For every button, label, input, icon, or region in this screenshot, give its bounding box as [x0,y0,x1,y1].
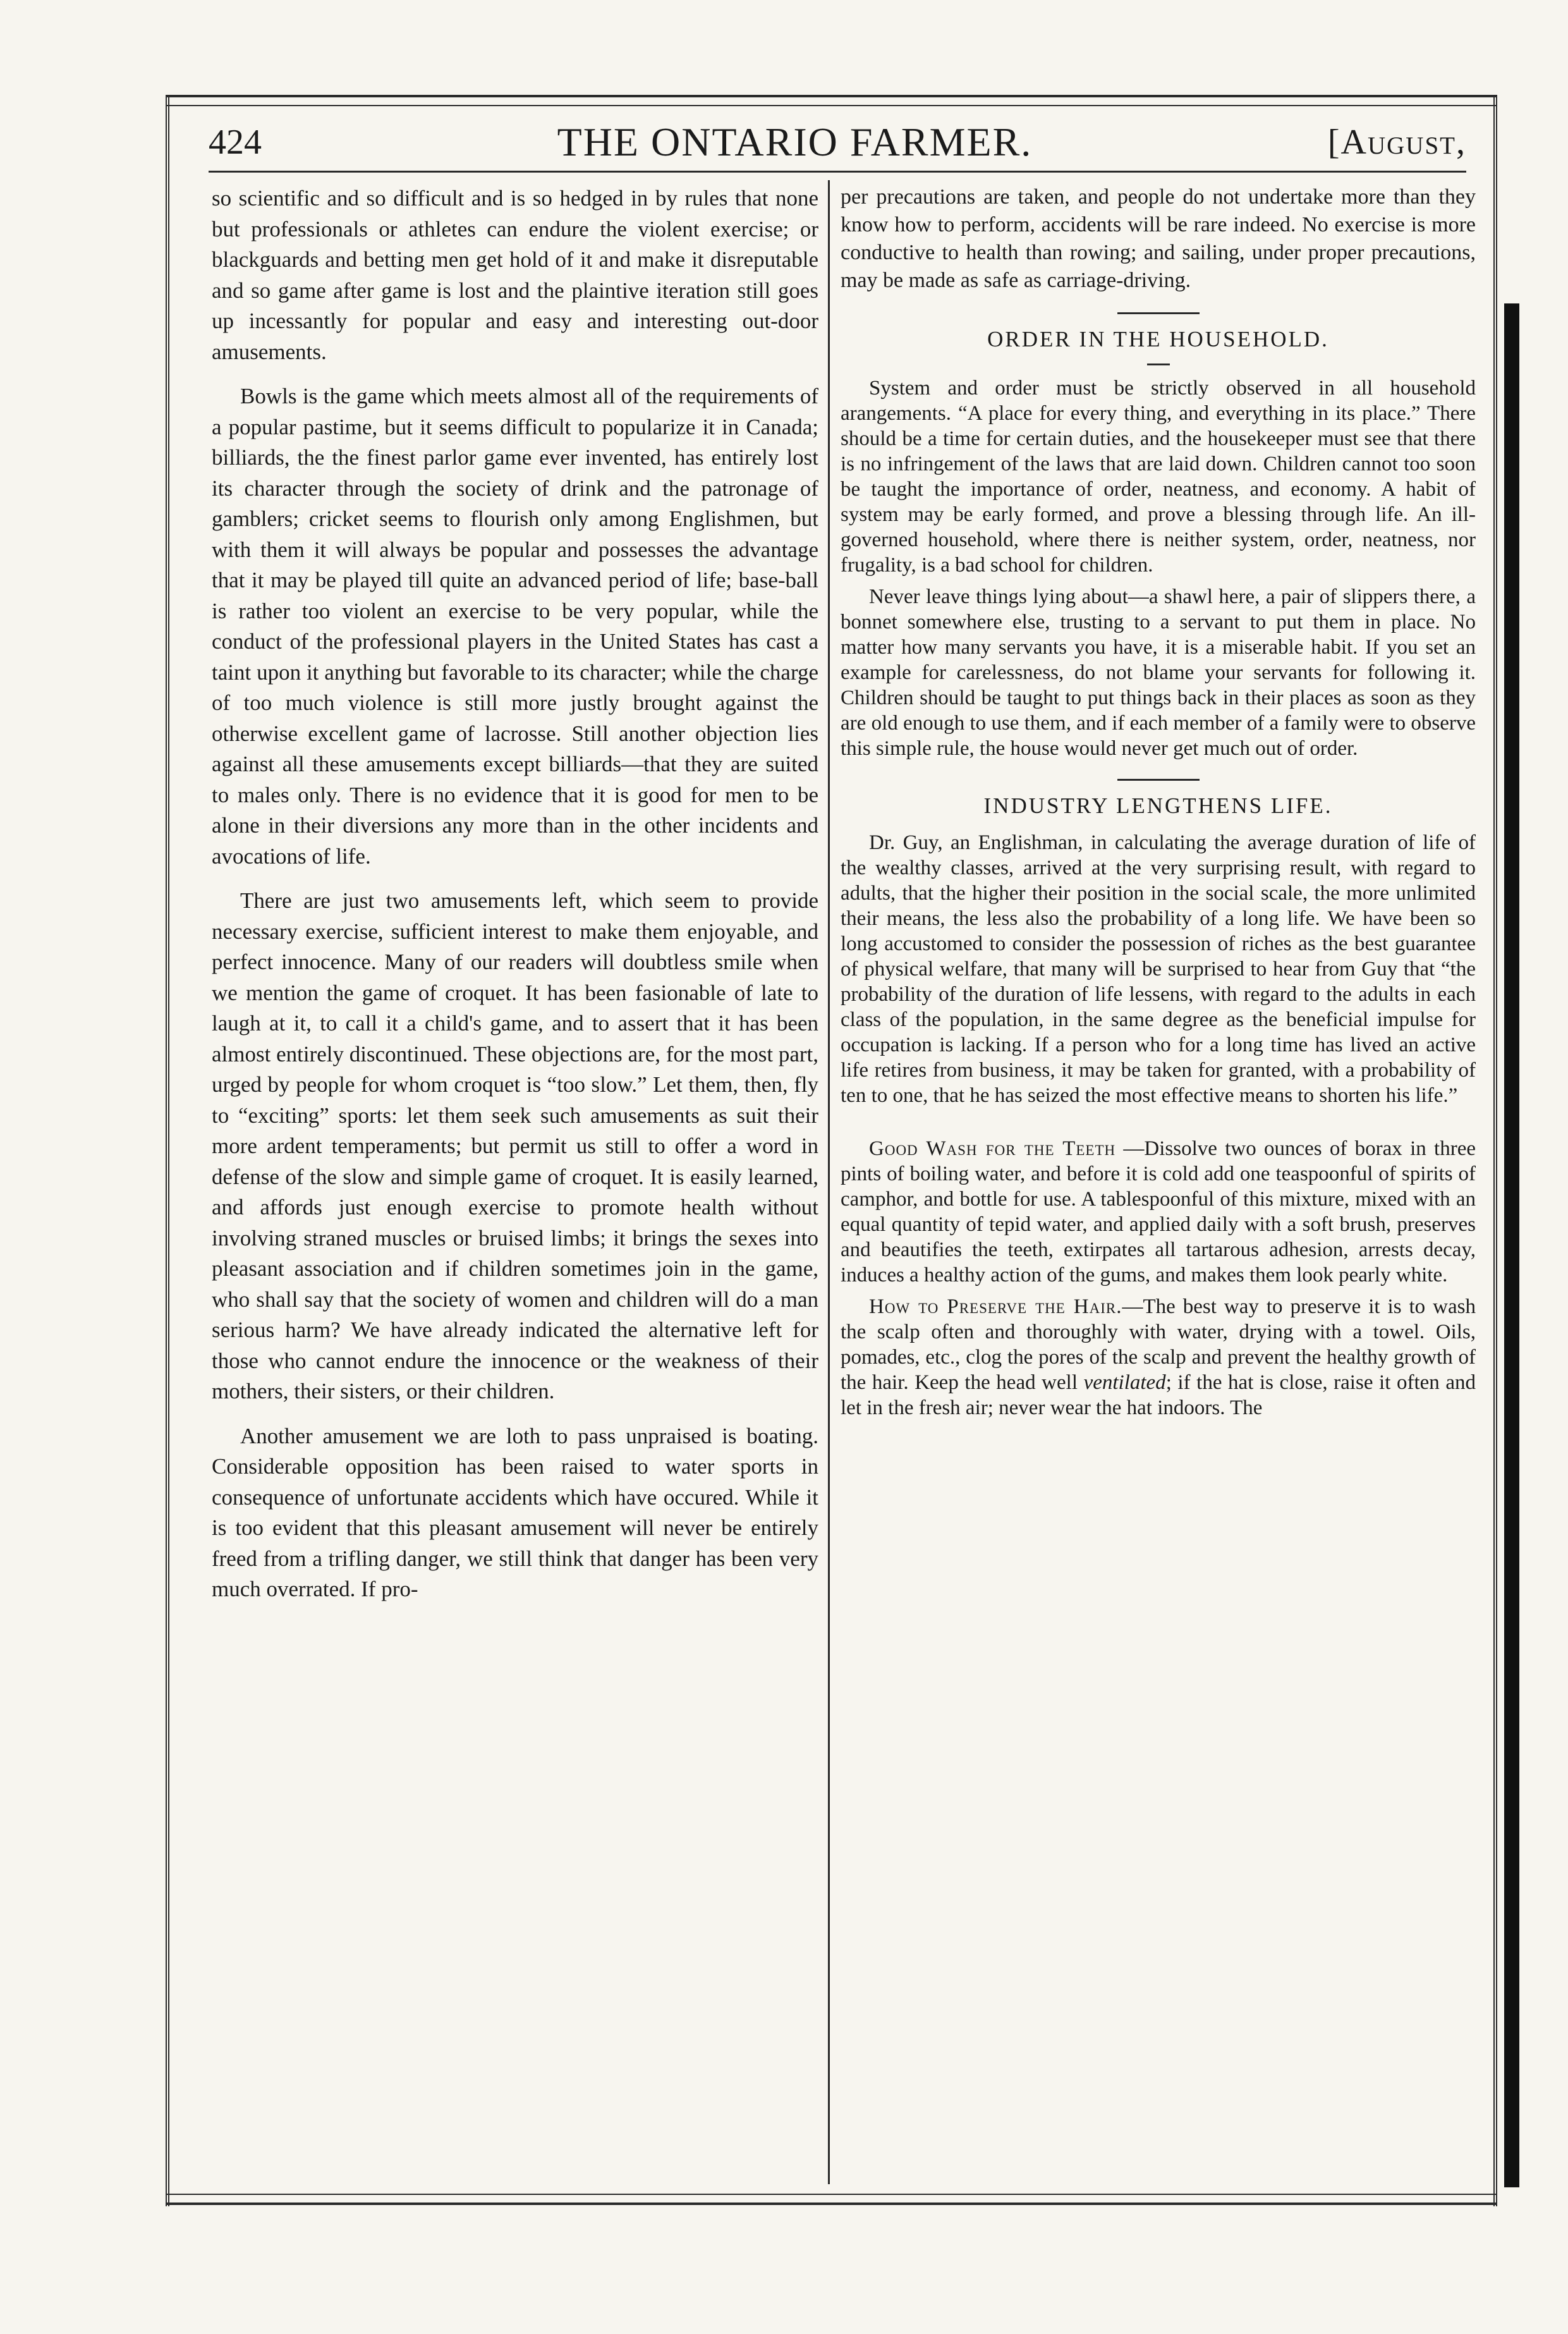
note-teeth-text: —Dissolve two ounces of borax in three pints of boiling water, and before it is cold add one teaspoonful of spirits of camphor, and bottle for use. A tablespoonful of this mixture, mixed with an equal quantity of tepid water, and applied daily with a soft brush, preserves and beautifies the teeth, extirpates all tartarous adhesion, arrests decay, induces a healthy action of the gums, and makes them look pearly white. [841,1137,1476,1286]
left-column [212,183,818,2175]
note-teeth-lead: Good Wash for the Teeth [869,1137,1116,1160]
binding-shadow [1504,303,1519,2187]
order-paragraph-1: System and order must be strictly observed in all household arangements. “A place for every thing, and everything in its place.” There should be a time for certain duties, and the housekeeper must see that there is no infringement of the laws that are laid down. Children cannot too soon be taught the importance of order, neatness, and economy. A habit of system may be early formed, and prove a blessing through life. An ill-governed household, where there is neither system, order, neatness, nor frugality, is a bad school for children. [841,377,1476,577]
section-separator-rule [1117,312,1200,314]
note-hair [841,1294,1476,1421]
note-hair-text-a: —The best way to preserve it is to wash the scalp often and thoroughly with water, drying with a towel. Oils, pomades, etc., clog the pores of the scalp and prevent the healthy growth of the hair. Keep the head well [841,1295,1476,1394]
note-hair-emphasis: ventilated [1083,1371,1166,1394]
issue-month: [August, [1327,123,1466,162]
heading-dash [1147,364,1170,365]
left-paragraph-1: so scientific and so difficult and is so hedged in by rules that none but professionals or athletes can endure the violent exercise; or blackguards and betting men get hold of it and make it disreputable and so game after game is lost and the plaintive iteration still goes up incessantly for popular and easy and interesting out-door amusements. [212,186,818,364]
left-paragraph-3: There are just two amusements left, which seem to provide necessary exercise, sufficient interest to make them enjoyable, and perfect innocence. Many of our readers will doubtless smile when we mention the game of croquet. It has been fasionable of late to laugh at it, to call it a child's game, and to assert that it has been almost entirely discontinued. These objections are, for the most part, urged by people for whom croquet is “too slow.” Let them, then, fly to “exciting” sports: let them seek such amusements as suit their more ardent temperaments; but permit us still to offer a word in defense of the slow and simple game of croquet. It is easily learned, and affords just enough exercise to promote health without involving straned muscles or bruised limbs; it brings the sexes into pleasant association and if children sometimes join in the game, who shall say that the society of women and children will do a man serious harm? We have already indicated the alternative left for those who cannot endure the innocence or the weakness of their mothers, their sisters, or their children. [212,888,818,1403]
note-hair-text-b: ; if the hat is close, raise it often and let in the fresh air; never wear the hat indoors. The [841,1371,1476,1419]
note-teeth [841,1136,1476,1288]
section-separator-rule [1117,779,1200,781]
journal-title: THE ONTARIO FARMER. [557,119,1033,164]
section-heading-industry: INDUSTRY LENGTHENS LIFE. [983,793,1333,818]
note-hair-lead: How to Preserve the Hair. [869,1295,1122,1318]
order-paragraph-2: Never leave things lying about—a shawl here, a pair of slippers there, a bonnet somewhere else, trusting to a servant to put them in place. No matter how many servants you have, it is a miserable habit. If you set an example for carelessness, do not blame your servants for following it. Children should be taught to put things back in their places as soon as they are old enough to use them, and if each member of a family were to observe this simple rule, the house would never get much out of order. [841,585,1476,760]
running-head [209,114,1466,173]
left-paragraph-4: Another amusement we are loth to pass unpraised is boating. Considerable opposition has been raised to water sports in consequence of unfortunate accidents which have occured. While it is too evident that this pleasant amusement will never be entirely freed from a trifling danger, we still think that danger has been very much overrated. If pro- [212,1423,818,1601]
right-column [841,183,1476,2175]
page-frame-bottom-rule [166,2194,1497,2205]
left-paragraph-2: Bowls is the game which meets almost all of the requirements of a popular pastime, but it seems difficult to popularize it in Canada; billiards, the the finest parlor game ever invented, has entirely lost its character through the society of drink and the patronage of gamblers; cricket seems to flourish only among Englishmen, but with them it will always be popular and possesses the advantage that it may be played till quite an advanced period of life; base-ball is rather too violent an exercise to be very popular, while the conduct of the professional players in the United States has cast a taint upon it anything but favorable to its character; while the charge of too much violence is still more justly brought against the otherwise excellent game of lacrosse. Still another objection lies against all these amusements except billiards—that they are suited to males only. There is no evidence that it is good for men to be alone in their diversions any more than in the other incidents and avocations of life. [212,384,818,869]
note-spacer [841,1115,1476,1136]
page-number: 424 [209,123,262,162]
industry-paragraph-1: Dr. Guy, an Englishman, in calculating the average duration of life of the wealthy classes, arrived at the very surprising result, with regard to adults, that the higher their position in the social scale, the more unlimited their means, the less also the probability of a long life. We have been so long accustomed to consider the possession of riches as the best guarantee of physical welfare, that many will be surprised to hear from Guy that “the probability of the duration of life lessens, with regard to the adults in each class of the population, in the same degree as the beneficial impulse for occupation is lacking. If a person who for a long time has lived an active life retires from business, it may be taken for granted, with a probability of ten to one, that he has seized the most effective means to shorten his life.” [841,831,1476,1107]
column-divider [828,180,830,2184]
right-continuation: per precautions are taken, and people do not undertake more than they know how to perform, accidents will be rare indeed. No exercise is more conductive to health than rowing; and sailing, under proper precautions, may be made as safe as carriage-driving. [841,185,1476,292]
section-heading-order: ORDER IN THE HOUSEHOLD. [987,327,1329,351]
